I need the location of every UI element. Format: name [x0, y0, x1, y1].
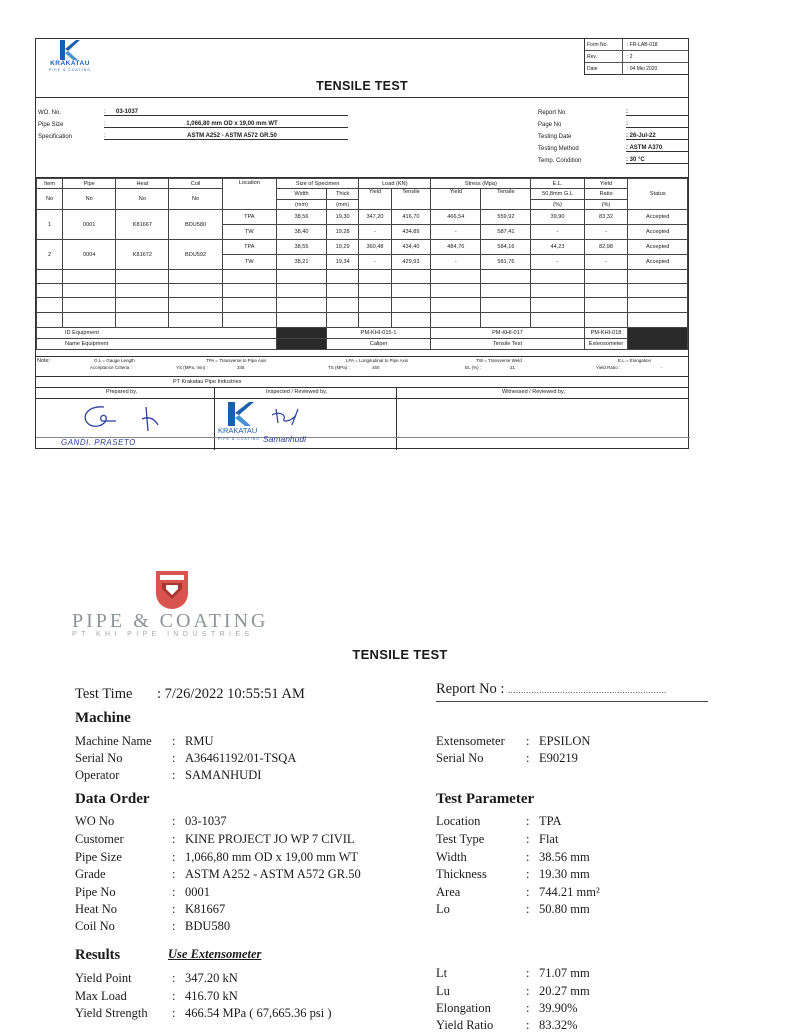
info-key: Testing Method	[538, 146, 579, 152]
field-label: Extensometer	[436, 734, 505, 748]
meta-key: Form No.	[585, 39, 623, 50]
meta-key: Date	[585, 63, 623, 75]
field-value: EPSILON	[539, 734, 591, 748]
equipment-dark-cell	[276, 328, 326, 339]
prepared-signer: GANDI. PRASETO	[61, 438, 136, 447]
field-value: 744.21 mm²	[539, 885, 600, 899]
cell-coil: BDU592	[169, 240, 222, 270]
field-value: ASTM A252 - ASTM A572 GR.50	[185, 867, 361, 881]
machine-heading: Machine	[75, 710, 131, 726]
cell-stress-yield: 484,76	[431, 240, 481, 255]
field-label: Thickness	[436, 867, 487, 881]
field-label: Test Type	[436, 832, 485, 846]
col-stress-tensile: Tensile	[481, 189, 531, 210]
testing-method: : ASTM A370	[626, 140, 688, 152]
brand-name: PIPE & COATING	[72, 610, 269, 632]
field-label: Grade	[75, 867, 106, 881]
field-label: Pipe No	[75, 885, 116, 899]
cell-thick: 19,30	[327, 210, 359, 225]
krakatau-stamp-icon	[218, 400, 260, 436]
note-criteria: Acceptance Criteria :	[90, 365, 132, 370]
col-width-unit: (mm)	[276, 200, 326, 210]
col-ratio-unit: (%)	[584, 200, 628, 210]
cell-pipe: 0004	[63, 240, 116, 270]
field-value: 71.07 mm	[539, 966, 590, 980]
note-el: E.L = Elongation	[618, 358, 651, 363]
krakatau-logo	[40, 40, 100, 74]
field-value: RMU	[185, 734, 214, 748]
field-label: Machine Name	[75, 734, 152, 748]
info-key: WO. No.	[38, 110, 62, 116]
temp-condition: : 30 °C	[626, 152, 688, 164]
col-location: Location	[222, 179, 276, 210]
note-tw: TW = Transverse Weld	[476, 358, 522, 363]
field-value: SAMANHUDI	[185, 768, 262, 782]
equipment-id-row	[37, 328, 688, 339]
svg-text:KRAKATAU: KRAKATAU	[218, 426, 258, 435]
field-label: Max Load	[75, 989, 127, 1003]
krakatau-logo-text: KRAKATAU	[50, 60, 90, 67]
field-value: 466.54 MPa ( 67,665.36 psi )	[185, 1006, 332, 1020]
note-lpa: LPA = Longitudinal to Pipe Axis	[346, 358, 409, 363]
col-stress: Stress (Mpa)	[431, 179, 531, 189]
empty-row	[37, 270, 688, 284]
cell-width: 38,21	[276, 255, 326, 270]
equipment-id-1: PM-KHI-015-1	[327, 328, 431, 339]
inspector-signer: Samanhudi	[263, 434, 307, 444]
report-no-label: Report No :	[436, 681, 509, 697]
field-value: E90219	[539, 751, 578, 765]
field-value: 1,066,80 mm OD x 19,00 mm WT	[185, 850, 359, 864]
col-thick: Thick	[327, 189, 359, 200]
col-el-2: 50,8mm G.L	[531, 189, 584, 200]
info-key: Temp. Condition	[538, 158, 582, 164]
field-label: Area	[436, 885, 461, 899]
cell-status: Accepted	[628, 225, 688, 240]
cell-status: Accepted	[628, 210, 688, 225]
test-time-value: : 7/26/2022 10:55:51 AM	[157, 686, 305, 702]
note-ys-value: 345	[237, 365, 245, 370]
empty-row	[37, 313, 688, 328]
equipment-id-label: ID Equipment	[37, 328, 277, 339]
report-no	[436, 681, 708, 702]
empty-row	[37, 284, 688, 298]
results-heading: Results	[75, 947, 121, 963]
meta-value: : 2	[627, 53, 633, 60]
cell-el: 44,23	[531, 240, 584, 255]
wo-number: 03-1037	[116, 104, 348, 116]
cell-el: -	[531, 255, 584, 270]
cell-stress-yield: -	[431, 255, 481, 270]
cell-stress-yield: -	[431, 225, 481, 240]
note-ts-value: 450	[372, 365, 380, 370]
field-value: BDU580	[185, 919, 231, 933]
field-value: 0001	[185, 885, 210, 899]
cell-load-tensile: 429,93	[391, 255, 431, 270]
cell-ratio: -	[584, 225, 628, 240]
field-label: WO No	[75, 814, 115, 828]
form-title: TENSILE TEST	[316, 79, 408, 93]
note-tpa: TPA = Transverse to Pipe Axis	[206, 358, 267, 363]
col-width: Width	[276, 189, 326, 200]
note-el-value: 21	[510, 365, 516, 370]
cell-thick: 19,29	[327, 240, 359, 255]
equipment-name-2: Tensile Test	[431, 339, 584, 350]
col-item-2: No	[37, 189, 63, 210]
field-value: 50.80 mm	[539, 902, 590, 916]
field-value: TPA	[539, 814, 562, 828]
report-title: TENSILE TEST	[352, 647, 448, 662]
empty-row	[37, 298, 688, 313]
cell-el: -	[531, 225, 584, 240]
note-ys: YS (MPa, min) :	[176, 365, 208, 370]
col-item: Item	[37, 179, 63, 189]
pipe-coating-logo-icon	[152, 569, 192, 610]
field-value: 416.70 kN	[185, 989, 238, 1003]
cell-width: 38,56	[276, 210, 326, 225]
form-meta	[584, 39, 688, 75]
cell-stress-tensile: 587,41	[481, 225, 531, 240]
form-header	[36, 39, 688, 98]
col-pipe-2: No	[63, 189, 116, 210]
stamp-sub: PIPE & COATING	[218, 437, 260, 441]
cell-heat: K81672	[116, 240, 169, 270]
cell-ratio: 82,98	[584, 240, 628, 255]
inspector-signature-icon	[268, 405, 328, 427]
cell-stress-tensile: 581,76	[481, 255, 531, 270]
field-label: Width	[436, 850, 467, 864]
cell-load-tensile: 434,40	[391, 240, 431, 255]
cell-el: 39,90	[531, 210, 584, 225]
equipment-dark-cell	[276, 339, 326, 350]
cell-location: TW	[222, 225, 276, 240]
equipment-id-3: PM-KHI-018	[584, 328, 628, 339]
brand-sub: PT KHI PIPE INDUSTRIES	[72, 631, 254, 638]
inspected-by: Inspected / Reviewed by,	[266, 389, 328, 395]
cell-location: TW	[222, 255, 276, 270]
witnessed-by: Witnessed / Reviewed by,	[502, 389, 565, 395]
cell-status: Accepted	[628, 240, 688, 255]
meta-key: Rev.	[585, 51, 623, 62]
col-pipe: Pipe	[63, 179, 116, 189]
company-row	[36, 376, 688, 387]
report-no-value: :	[626, 104, 688, 116]
meta-value: : 04 Mei 2020	[627, 66, 658, 72]
field-label: Yield Strength	[75, 1006, 148, 1020]
cell-coil: BDU580	[169, 210, 222, 240]
use-extensometer: Use Extensometer	[168, 947, 262, 961]
field-label: Lo	[436, 902, 450, 916]
col-ratio-2: Ratio	[584, 189, 628, 200]
notes-label: Note:	[37, 358, 51, 364]
note-yr-value: -	[661, 365, 663, 370]
cell-heat: K81667	[116, 210, 169, 240]
cell-thick: 19,28	[327, 225, 359, 240]
cell-load-yield: -	[359, 225, 391, 240]
col-heat: Heat	[116, 179, 169, 189]
field-value: A36461192/01-TSQA	[185, 751, 297, 765]
tensile-test-form	[35, 38, 689, 449]
field-label: Location	[436, 814, 481, 828]
col-thick-unit: (mm)	[327, 200, 359, 210]
col-load: Load (KN)	[359, 179, 431, 189]
field-value: 20.27 mm	[539, 984, 590, 998]
field-label: Serial No	[75, 751, 123, 765]
test-parameter-heading: Test Parameter	[436, 791, 535, 807]
col-load-yield: Yield	[359, 189, 391, 210]
col-status: Status	[628, 179, 688, 210]
cell-item: 2	[37, 240, 63, 270]
note-el-crit: EL (%) :	[465, 365, 482, 370]
field-label: Lu	[436, 984, 450, 998]
info-key: Specification	[38, 134, 73, 140]
equipment-name-label: Name Equipment	[37, 339, 277, 350]
cell-item: 1	[37, 210, 63, 240]
col-heat-2: No	[116, 189, 169, 210]
note-yr-crit: Yield Ratio :	[596, 365, 621, 370]
col-el-unit: (%)	[531, 200, 584, 210]
table-row	[37, 240, 688, 255]
meta-value: : FR-LAB-018	[627, 41, 658, 48]
field-value: 39.90%	[539, 1001, 578, 1015]
cell-width: 38,40	[276, 225, 326, 240]
field-value: 19.30 mm	[539, 867, 590, 881]
data-order-heading: Data Order	[75, 791, 150, 807]
equipment-name-3: Extensometer	[584, 339, 628, 350]
col-coil-2: No	[169, 189, 222, 210]
cell-stress-yield: 466,54	[431, 210, 481, 225]
field-label: Lt	[436, 966, 448, 980]
info-key: Report No	[538, 110, 566, 116]
col-stress-yield: Yield	[431, 189, 481, 210]
pipe-size: 1,066,80 mm OD x 19,00 mm WT	[116, 116, 348, 128]
specification: ASTM A252 - ASTM A572 GR.50	[116, 128, 348, 140]
notes	[36, 356, 688, 373]
cell-load-yield: -	[359, 255, 391, 270]
equipment-id-2: PM-KHI-017	[431, 328, 584, 339]
cell-load-yield: 360,48	[359, 240, 391, 255]
field-label: Heat No	[75, 902, 117, 916]
signature-area	[36, 387, 688, 450]
table-row	[37, 210, 688, 225]
field-label: Pipe Size	[75, 850, 122, 864]
field-label: Operator	[75, 768, 120, 782]
form-info: WO. No. : 03-1037 Pipe Size : 1,066,80 mm OD x 19,00 mm WT Specification : ASTM A252 - ASTM A572 GR.50 Report No : Page No : Testing Date : 26-Jul-22 Testing Method : ASTM A370 Temp. Condition : 30 °C	[36, 98, 688, 178]
info-key: Testing Date	[538, 134, 572, 140]
test-time-label: Test Time	[75, 686, 133, 702]
field-value: KINE PROJECT JO WP 7 CIVIL	[185, 832, 355, 846]
cell-status: Accepted	[628, 255, 688, 270]
info-key: Page No	[538, 122, 562, 128]
field-value: 83.32%	[539, 1018, 578, 1032]
col-el: E.L.	[531, 179, 584, 189]
equipment-name-row	[37, 339, 688, 350]
page-no-value: :	[626, 116, 688, 128]
company-name: PT Krakatau Pipe Industries	[173, 379, 242, 385]
cell-location: TPA	[222, 240, 276, 255]
report-no-dots: .............................................................	[508, 686, 667, 695]
krakatau-logo-icon	[54, 40, 80, 60]
note-gl: G.L = Gauge Length	[94, 358, 135, 363]
field-value: 347.20 kN	[185, 971, 238, 985]
field-label: Serial No	[436, 751, 484, 765]
col-ratio: Yield	[584, 179, 628, 189]
field-label: Yield Point	[75, 971, 132, 985]
col-load-tensile: Tensile	[391, 189, 431, 210]
field-label: Customer	[75, 832, 124, 846]
prepared-signature-icon	[76, 401, 196, 439]
test-time	[75, 686, 305, 703]
equipment-dark-cell	[628, 328, 688, 350]
cell-load-tensile: 416,70	[391, 210, 431, 225]
cell-stress-tensile: 559,92	[481, 210, 531, 225]
cell-location: TPA	[222, 210, 276, 225]
col-coil: Coil	[169, 179, 222, 189]
field-label: Coil No	[75, 919, 115, 933]
field-value: K81667	[185, 902, 226, 916]
krakatau-logo-sub: PIPE & COATING	[49, 68, 91, 72]
field-label: Yield Ratio	[436, 1018, 494, 1032]
testing-date: : 26-Jul-22	[626, 128, 688, 140]
cell-ratio: -	[584, 255, 628, 270]
col-size: Size of Specimen	[276, 179, 358, 189]
cell-thick: 19,34	[327, 255, 359, 270]
cell-load-yield: 347,20	[359, 210, 391, 225]
results-table	[36, 178, 688, 350]
prepared-by: Prepared by,	[106, 389, 138, 395]
field-value: Flat	[539, 832, 559, 846]
cell-stress-tensile: 584,16	[481, 240, 531, 255]
info-key: Pipe Size	[38, 122, 64, 128]
note-ts: TS (MPa) :	[328, 365, 350, 370]
field-value: 03-1037	[185, 814, 227, 828]
equipment-name-1: Caliper	[327, 339, 431, 350]
cell-pipe: 0001	[63, 210, 116, 240]
cell-load-tensile: 434,89	[391, 225, 431, 240]
cell-width: 38,55	[276, 240, 326, 255]
cell-ratio: 83,32	[584, 210, 628, 225]
field-label: Elongation	[436, 1001, 491, 1015]
field-value: 38.56 mm	[539, 850, 590, 864]
